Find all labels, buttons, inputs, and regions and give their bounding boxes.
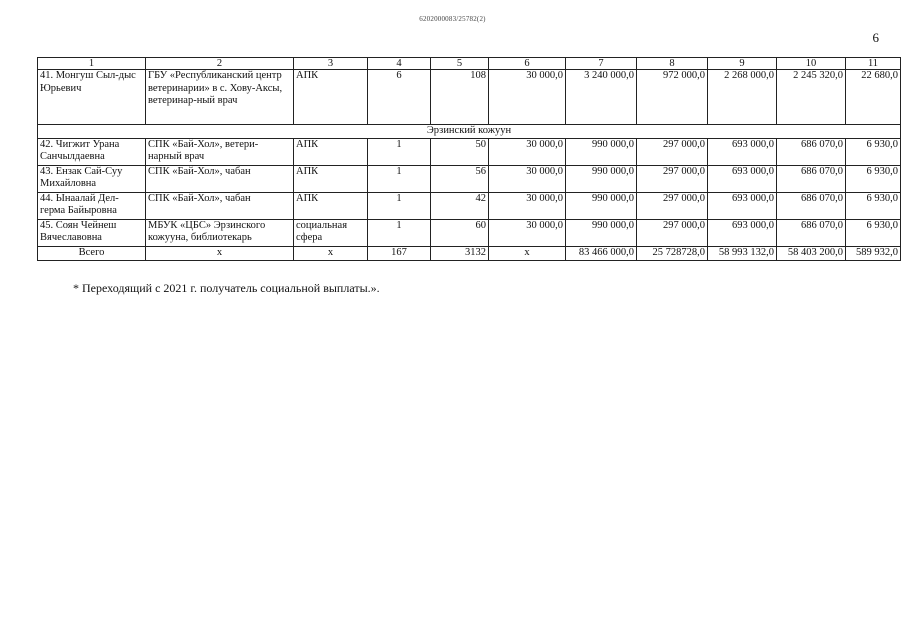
cell-value: 3132 — [431, 246, 489, 260]
cell-value: 589 932,0 — [846, 246, 901, 260]
cell-value: 83 466 000,0 — [566, 246, 637, 260]
employer-position: ГБУ «Республиканский центр ветеринарии» в с. Хову-Аксы, ветеринар-ный врач — [146, 70, 294, 125]
cell-value: 30 000,0 — [489, 165, 566, 192]
cell-value: 1 — [368, 192, 431, 219]
cell-value: 3 240 000,0 — [566, 70, 637, 125]
cell-value: 1 — [368, 138, 431, 165]
employer-position: СПК «Бай-Хол», чабан — [146, 165, 294, 192]
cell-value: 30 000,0 — [489, 138, 566, 165]
recipient-name: 41. Монгуш Сыл-дыс Юрьевич — [38, 70, 146, 125]
cell-value: 42 — [431, 192, 489, 219]
column-header: 4 — [368, 58, 431, 70]
recipient-name: 45. Соян Чейнеш Вячеславовна — [38, 219, 146, 246]
cell-value: 50 — [431, 138, 489, 165]
employer-position: МБУК «ЦБС» Эрзинского кожууна, библиотекарь — [146, 219, 294, 246]
section-row — [38, 125, 901, 139]
cell-value: 6 — [368, 70, 431, 125]
column-header: 2 — [146, 58, 294, 70]
recipient-name: 42. Чигжит Урана Санчылдаевна — [38, 138, 146, 165]
cell-value: 297 000,0 — [637, 192, 708, 219]
page-number: 6 — [872, 30, 879, 45]
cell-value: 686 070,0 — [777, 219, 846, 246]
payments-table — [37, 57, 901, 261]
cell-value: 6 930,0 — [846, 138, 901, 165]
cell-value: 686 070,0 — [777, 192, 846, 219]
cell-value: 25 728728,0 — [637, 246, 708, 260]
column-header: 10 — [777, 58, 846, 70]
sector: социальная сфера — [294, 219, 368, 246]
sector: АПК — [294, 192, 368, 219]
table-row — [38, 138, 901, 165]
cell-value: 297 000,0 — [637, 138, 708, 165]
cell-value: х — [294, 246, 368, 260]
cell-value: 30 000,0 — [489, 219, 566, 246]
cell-value: 6 930,0 — [846, 192, 901, 219]
cell-value: 693 000,0 — [708, 138, 777, 165]
table-row — [38, 70, 901, 125]
section-title: Эрзинский кожуун — [38, 125, 901, 139]
total-row — [38, 246, 901, 260]
sector: АПК — [294, 165, 368, 192]
cell-value: 58 403 200,0 — [777, 246, 846, 260]
column-header: 8 — [637, 58, 708, 70]
cell-value: 990 000,0 — [566, 219, 637, 246]
cell-value: 297 000,0 — [637, 165, 708, 192]
cell-value: 56 — [431, 165, 489, 192]
table-row — [38, 219, 901, 246]
cell-value: 2 245 320,0 — [777, 70, 846, 125]
column-header: 11 — [846, 58, 901, 70]
cell-value: 60 — [431, 219, 489, 246]
table-row — [38, 192, 901, 219]
recipient-name: 43. Ензак Сай-Суу Михайловна — [38, 165, 146, 192]
employer-position: СПК «Бай-Хол», чабан — [146, 192, 294, 219]
cell-value: 30 000,0 — [489, 192, 566, 219]
cell-value: 990 000,0 — [566, 165, 637, 192]
column-header: 3 — [294, 58, 368, 70]
cell-value: 30 000,0 — [489, 70, 566, 125]
cell-value: 58 993 132,0 — [708, 246, 777, 260]
cell-value: 693 000,0 — [708, 165, 777, 192]
total-label: Всего — [38, 246, 146, 260]
cell-value: 686 070,0 — [777, 165, 846, 192]
recipient-name: 44. Ынаалай Дел-герма Байыровна — [38, 192, 146, 219]
cell-value: 686 070,0 — [777, 138, 846, 165]
sector: АПК — [294, 70, 368, 125]
cell-value: 167 — [368, 246, 431, 260]
cell-value: 693 000,0 — [708, 219, 777, 246]
cell-value: 2 268 000,0 — [708, 70, 777, 125]
column-header: 7 — [566, 58, 637, 70]
cell-value: 108 — [431, 70, 489, 125]
column-header: 9 — [708, 58, 777, 70]
cell-value: 22 680,0 — [846, 70, 901, 125]
sector: АПК — [294, 138, 368, 165]
column-header: 6 — [489, 58, 566, 70]
cell-value: 990 000,0 — [566, 138, 637, 165]
footnote: * Переходящий с 2021 г. получатель социальной выплаты.». — [73, 281, 380, 295]
cell-value: 990 000,0 — [566, 192, 637, 219]
cell-value: х — [146, 246, 294, 260]
cell-value: 297 000,0 — [637, 219, 708, 246]
column-number-row — [38, 58, 901, 70]
cell-value: 1 — [368, 219, 431, 246]
column-header: 1 — [38, 58, 146, 70]
cell-value: 6 930,0 — [846, 165, 901, 192]
cell-value: 972 000,0 — [637, 70, 708, 125]
cell-value: 693 000,0 — [708, 192, 777, 219]
column-header: 5 — [431, 58, 489, 70]
cell-value: 1 — [368, 165, 431, 192]
cell-value: 6 930,0 — [846, 219, 901, 246]
document-id: 6202000083/25782(2) — [419, 15, 486, 23]
table-row — [38, 165, 901, 192]
employer-position: СПК «Бай-Хол», ветери-нарный врач — [146, 138, 294, 165]
cell-value: х — [489, 246, 566, 260]
